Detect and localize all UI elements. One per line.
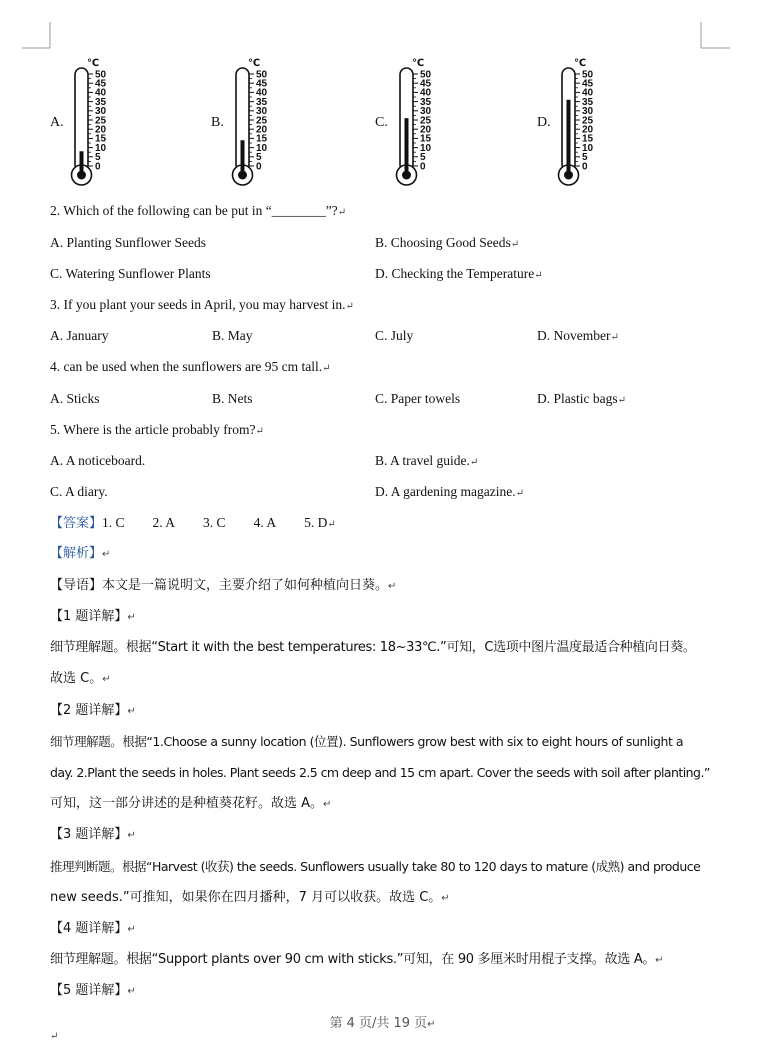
thermometer-unit: ℃: [574, 58, 587, 69]
answer-item: 4. A: [253, 515, 277, 530]
thermometer-d: [555, 58, 615, 188]
q4-stem: 4. can be used when the sunflowers are 95 cm tall.↵: [50, 359, 331, 374]
answer-item: 5. D: [304, 515, 328, 530]
thermometer-tick-label: 35: [420, 96, 432, 108]
thermometer-tick-label: 0: [95, 161, 101, 173]
thermometer-tick-label: 10: [95, 142, 107, 154]
thermometer-tick-label: 25: [256, 115, 268, 127]
thermometer-tick-label: 15: [582, 133, 594, 145]
thermometer-tick-label: 25: [95, 115, 107, 127]
answer-item: 3. C: [203, 515, 226, 530]
thermometer-tick-label: 5: [582, 152, 588, 164]
q5-option-d: D. A gardening magazine.↵: [375, 484, 524, 499]
q5-stem: 5. Where is the article probably from?↵: [50, 422, 264, 437]
thermometer-tick-label: 15: [256, 133, 268, 145]
thermometer-tick-label: 0: [256, 161, 262, 173]
analysis-label: 【解析】↵: [50, 546, 111, 561]
answer-line: 【答案】1. C 2. A 3. C 4. A 5. D↵: [50, 515, 336, 531]
q5-option-b: B. A travel guide.↵: [375, 453, 479, 468]
answer-item: 2. A: [152, 515, 176, 530]
option-a-label: A.: [50, 115, 64, 130]
thermometer-tick-label: 45: [95, 78, 107, 90]
q2-option-c: C. Watering Sunflower Plants: [50, 266, 211, 281]
q3-option-c: C. July: [375, 328, 414, 343]
thermometer-tick-label: 20: [420, 124, 432, 136]
thermometer-unit: ℃: [412, 58, 425, 69]
thermometer-tick-label: 30: [582, 106, 594, 118]
thermometer-tick-label: 50: [420, 69, 432, 81]
thermometer-unit: ℃: [87, 58, 100, 69]
thermometer-tick-label: 45: [582, 78, 594, 90]
thermometer-tick-label: 45: [256, 78, 268, 90]
detail-5-title: 【5 题详解】↵: [50, 983, 136, 998]
thermometer-a: [68, 58, 128, 188]
paragraph-mark: ↵: [50, 1031, 59, 1042]
detail-4-title: 【4 题详解】↵: [50, 921, 136, 936]
thermometer-tick-label: 10: [582, 142, 594, 154]
thermometer-tick-label: 35: [582, 96, 594, 108]
thermometer-tick-label: 40: [420, 87, 432, 99]
thermometer-tick-label: 40: [95, 87, 107, 99]
thermometer-liquid: [567, 100, 571, 175]
detail-1-conclusion: 故选 C。↵: [50, 671, 111, 686]
thermometer-tick-label: 40: [582, 87, 594, 99]
q4-option-d: D. Plastic bags↵: [537, 391, 627, 406]
option-b-label: B.: [211, 115, 224, 130]
thermometer-tick-label: 35: [95, 96, 107, 108]
detail-1-title: 【1 题详解】↵: [50, 609, 136, 624]
thermometer-tick-label: 40: [256, 87, 268, 99]
detail-4-text: 细节理解题。根据“Support plants over 90 cm with sticks.”可知，在 90 多厘米时用棍子支撑。故选 A。↵: [50, 952, 664, 967]
q2-option-b: B. Choosing Good Seeds↵: [375, 235, 520, 250]
q3-option-a: A. January: [50, 328, 109, 343]
thermometer-tick-label: 30: [95, 106, 107, 118]
thermometer-b: [229, 58, 289, 188]
option-d-label: D.: [537, 115, 551, 130]
page-footer: 第 4 页/共 19 页↵: [329, 1016, 436, 1031]
q2-stem: 2. Which of the following can be put in “________”?↵: [50, 203, 347, 218]
thermometer-liquid: [405, 118, 409, 175]
thermometer-tick-label: 20: [256, 124, 268, 136]
thermometer-tick-label: 0: [420, 161, 426, 173]
answer-label: 【答案】: [50, 516, 103, 531]
thermometer-tick-label: 10: [420, 142, 432, 154]
thermometer-tick-label: 20: [582, 124, 594, 136]
thermometer-tick-label: 25: [582, 115, 594, 127]
thermometer-liquid: [80, 151, 84, 175]
q2-option-a: A. Planting Sunflower Seeds: [50, 235, 206, 250]
guide-text: 【导语】本文是一篇说明文，主要介绍了如何种植向日葵。↵: [50, 578, 397, 593]
thermometer-tick-label: 30: [256, 106, 268, 118]
q4-option-c: C. Paper towels: [375, 391, 461, 406]
detail-3-text-1: 推理判断题。根据“Harvest (收获) the seeds. Sunflowers usually take 80 to 120 days to mature (成熟) and produce: [50, 859, 701, 874]
thermometer-tick-label: 5: [95, 152, 101, 164]
thermometer-tick-label: 15: [95, 133, 107, 145]
answer-item: 1. C: [102, 515, 125, 530]
thermometer-tick-label: 20: [95, 124, 107, 136]
detail-3-title: 【3 题详解】↵: [50, 827, 136, 842]
thermometer-c: [393, 58, 453, 188]
thermometer-tick-label: 50: [95, 69, 107, 81]
detail-3-text-2: new seeds.”可推知，如果你在四月播种，7 月可以收获。故选 C。↵: [50, 890, 450, 905]
thermometer-tick-label: 25: [420, 115, 432, 127]
thermometer-tick-label: 45: [420, 78, 432, 90]
corner-mark-left: [22, 22, 52, 52]
thermometer-tick-label: 5: [256, 152, 262, 164]
thermometer-liquid: [241, 140, 245, 175]
q5-option-a: A. A noticeboard.: [50, 453, 146, 468]
q4-option-b: B. Nets: [212, 391, 253, 406]
thermometer-tick-label: 0: [582, 161, 588, 173]
thermometer-tick-label: 35: [256, 96, 268, 108]
corner-mark-right: [700, 22, 730, 52]
detail-1-text: 细节理解题。根据“Start it with the best temperatures: 18~33℃.”可知，C选项中图片温度最适合种植向日葵。: [50, 640, 696, 655]
option-c-label: C.: [375, 115, 388, 130]
q4-option-a: A. Sticks: [50, 391, 100, 406]
q5-option-c: C. A diary.: [50, 484, 108, 499]
thermometer-tick-label: 5: [420, 152, 426, 164]
thermometer-tick-label: 50: [582, 69, 594, 81]
thermometer-tick-label: 10: [256, 142, 268, 154]
thermometer-tick-label: 30: [420, 106, 432, 118]
q3-option-d: D. November↵: [537, 328, 619, 343]
q3-stem: 3. If you plant your seeds in April, you may harvest in.↵: [50, 297, 354, 312]
thermometer-tick-label: 15: [420, 133, 432, 145]
thermometer-unit: ℃: [248, 58, 261, 69]
detail-2-text-2: day. 2.Plant the seeds in holes. Plant seeds 2.5 cm deep and 15 cm apart. Cover the seeds with soil after planting.”: [50, 765, 710, 780]
detail-2-text-1: 细节理解题。根据“1.Choose a sunny location (位置). Sunflowers grow best with six to eight hours of sunlight a: [50, 734, 684, 749]
detail-2-conclusion: 可知，这一部分讲述的是种植葵花籽。故选 A。↵: [50, 796, 332, 811]
q3-option-b: B. May: [212, 328, 253, 343]
q2-option-d: D. Checking the Temperature↵: [375, 266, 543, 281]
detail-2-title: 【2 题详解】↵: [50, 703, 136, 718]
thermometer-tick-label: 50: [256, 69, 268, 81]
